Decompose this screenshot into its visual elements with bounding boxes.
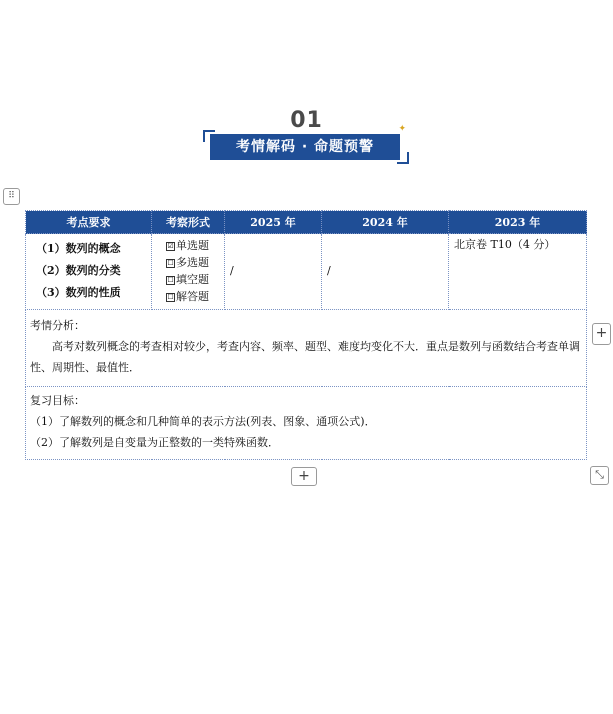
sparkle-icon: ✦ bbox=[398, 124, 406, 134]
goals-cell[interactable] bbox=[26, 387, 587, 460]
exam-table bbox=[25, 210, 587, 460]
goals-heading: 复习目标： bbox=[30, 394, 85, 407]
analysis-row bbox=[26, 310, 587, 387]
header-forms: 考察形式 bbox=[152, 211, 225, 234]
goal-item: （2）了解数列是自变量为正整数的一类特殊函数． bbox=[30, 436, 279, 449]
header-2023: 2023 年 bbox=[449, 211, 587, 234]
table-header-row bbox=[26, 211, 587, 234]
section-title: 考情解码 · 命题预警 bbox=[210, 134, 400, 160]
checkbox-checked-icon[interactable]: ☑ bbox=[167, 242, 174, 250]
section-number-text: 01 bbox=[290, 108, 323, 133]
table-row bbox=[26, 234, 587, 310]
point-item: （1）数列的概念 bbox=[36, 242, 121, 255]
table-resize-icon[interactable]: ⤡ bbox=[590, 466, 609, 485]
point-item: （3）数列的性质 bbox=[36, 286, 121, 299]
checkbox-icon[interactable]: ☐ bbox=[167, 293, 174, 301]
points-cell[interactable] bbox=[26, 234, 152, 310]
analysis-cell[interactable] bbox=[26, 310, 587, 387]
header-2024: 2024 年 bbox=[322, 211, 449, 234]
analysis-heading: 考情分析： bbox=[30, 319, 85, 332]
form-option-single[interactable] bbox=[166, 237, 224, 254]
cell-2025[interactable] bbox=[225, 234, 322, 310]
form-label: 单选题 bbox=[176, 239, 209, 252]
form-option-fill[interactable] bbox=[166, 271, 224, 288]
forms-cell[interactable] bbox=[152, 234, 225, 310]
value-2024: / bbox=[327, 264, 331, 277]
header-2025: 2025 年 bbox=[225, 211, 322, 234]
value-2025: / bbox=[230, 264, 234, 277]
section-banner bbox=[203, 124, 409, 164]
form-label: 多选题 bbox=[176, 256, 209, 269]
form-option-multi[interactable] bbox=[166, 254, 224, 271]
table-drag-handle-icon[interactable]: ⠿ bbox=[3, 188, 20, 205]
add-column-button[interactable]: + bbox=[592, 323, 611, 345]
cell-2023[interactable] bbox=[449, 234, 587, 310]
checkbox-icon[interactable]: ☐ bbox=[167, 276, 174, 284]
form-label: 解答题 bbox=[176, 290, 209, 303]
header-points: 考点要求 bbox=[26, 211, 152, 234]
form-label: 填空题 bbox=[176, 273, 209, 286]
add-row-button[interactable]: + bbox=[291, 467, 317, 486]
goal-item: （1）了解数列的概念和几种简单的表示方法(列表、图象、通项公式)． bbox=[30, 415, 376, 428]
cell-2024[interactable] bbox=[322, 234, 449, 310]
value-2023: 北京卷 T10（4 分） bbox=[454, 238, 556, 251]
checkbox-icon[interactable]: ☐ bbox=[167, 259, 174, 267]
form-option-solve[interactable] bbox=[166, 288, 224, 305]
point-item: （2）数列的分类 bbox=[36, 264, 121, 277]
goals-row bbox=[26, 387, 587, 460]
analysis-body: 高考对数列概念的考查相对较少，考查内容、频率、题型、难度均变化不大．重点是数列与函数结合考查单调性、周期性、最值性． bbox=[30, 340, 580, 374]
